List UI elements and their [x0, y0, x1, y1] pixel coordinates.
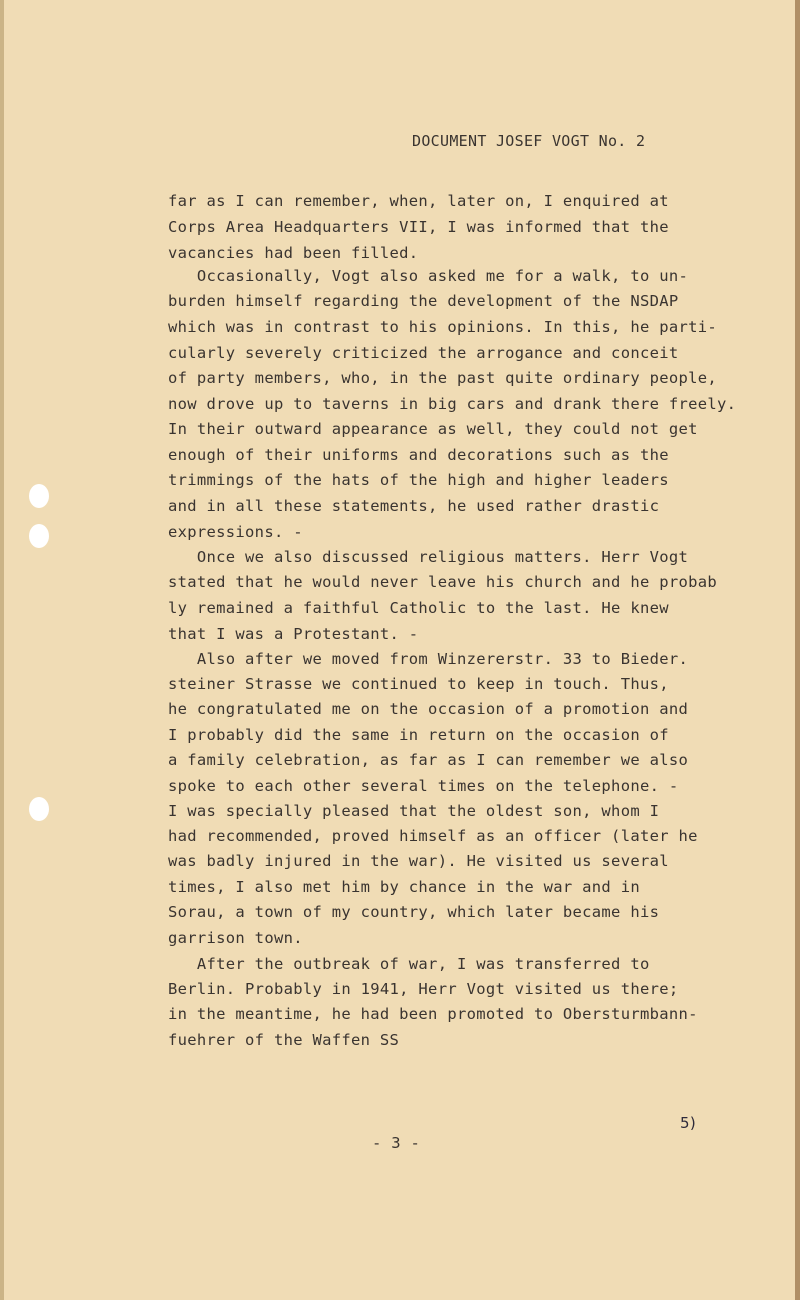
- body-line: cularly severely criticized the arrogance and conceit: [168, 344, 679, 362]
- body-line: garrison town.: [168, 929, 303, 947]
- paper-right-edge: [795, 0, 800, 1300]
- handwritten-margin-note: 5): [680, 1114, 696, 1132]
- body-line: a family celebration, as far as I can remember we also: [168, 751, 689, 769]
- body-line: Sorau, a town of my country, which later became his: [168, 903, 660, 921]
- body-line: ly remained a faithful Catholic to the last. He knew: [168, 599, 669, 617]
- body-line: Also after we moved from Winzererstr. 33 to Bieder.: [168, 650, 689, 668]
- body-line: Once we also discussed religious matters. Herr Vogt: [168, 548, 689, 566]
- body-line: vacancies had been filled.: [168, 244, 419, 262]
- punch-hole-1: [29, 484, 49, 508]
- body-line: in the meantime, he had been promoted to Obersturmbann-: [168, 1005, 698, 1023]
- body-line: spoke to each other several times on the telephone. -: [168, 777, 679, 795]
- punch-hole-2: [29, 524, 49, 548]
- body-line: expressions. -: [168, 523, 303, 541]
- body-line: After the outbreak of war, I was transferred to: [168, 955, 650, 973]
- body-line: and in all these statements, he used rather drastic: [168, 497, 660, 515]
- body-line: he congratulated me on the occasion of a promotion and: [168, 700, 689, 718]
- body-line: Occasionally, Vogt also asked me for a walk, to un-: [168, 267, 689, 285]
- body-line: I was specially pleased that the oldest son, whom I: [168, 802, 660, 820]
- body-line: burden himself regarding the development of the NSDAP: [168, 292, 679, 310]
- body-line: enough of their uniforms and decorations such as the: [168, 446, 669, 464]
- document-header: DOCUMENT JOSEF VOGT No. 2: [412, 132, 646, 150]
- body-line: of party members, who, in the past quite ordinary people,: [168, 369, 718, 387]
- body-line: had recommended, proved himself as an officer (later he: [168, 827, 698, 845]
- paper-left-edge: [0, 0, 4, 1300]
- body-line: fuehrer of the Waffen SS: [168, 1031, 400, 1049]
- body-line: I probably did the same in return on the occasion of: [168, 726, 669, 744]
- body-line: times, I also met him by chance in the war and in: [168, 878, 640, 896]
- body-line: Berlin. Probably in 1941, Herr Vogt visited us there;: [168, 980, 679, 998]
- body-line: stated that he would never leave his church and he probab: [168, 573, 718, 591]
- body-line: now drove up to taverns in big cars and drank there freely.: [168, 395, 737, 413]
- body-line: which was in contrast to his opinions. In this, he parti-: [168, 318, 718, 336]
- page-number: - 3 -: [372, 1134, 421, 1152]
- body-line: In their outward appearance as well, they could not get: [168, 420, 698, 438]
- body-line: trimmings of the hats of the high and higher leaders: [168, 471, 669, 489]
- punch-hole-3: [29, 797, 49, 821]
- body-line: far as I can remember, when, later on, I enquired at: [168, 192, 669, 210]
- body-line: steiner Strasse we continued to keep in touch. Thus,: [168, 675, 669, 693]
- body-line: that I was a Protestant. -: [168, 625, 419, 643]
- body-line: was badly injured in the war). He visited us several: [168, 852, 669, 870]
- body-line: Corps Area Headquarters VII, I was informed that the: [168, 218, 669, 236]
